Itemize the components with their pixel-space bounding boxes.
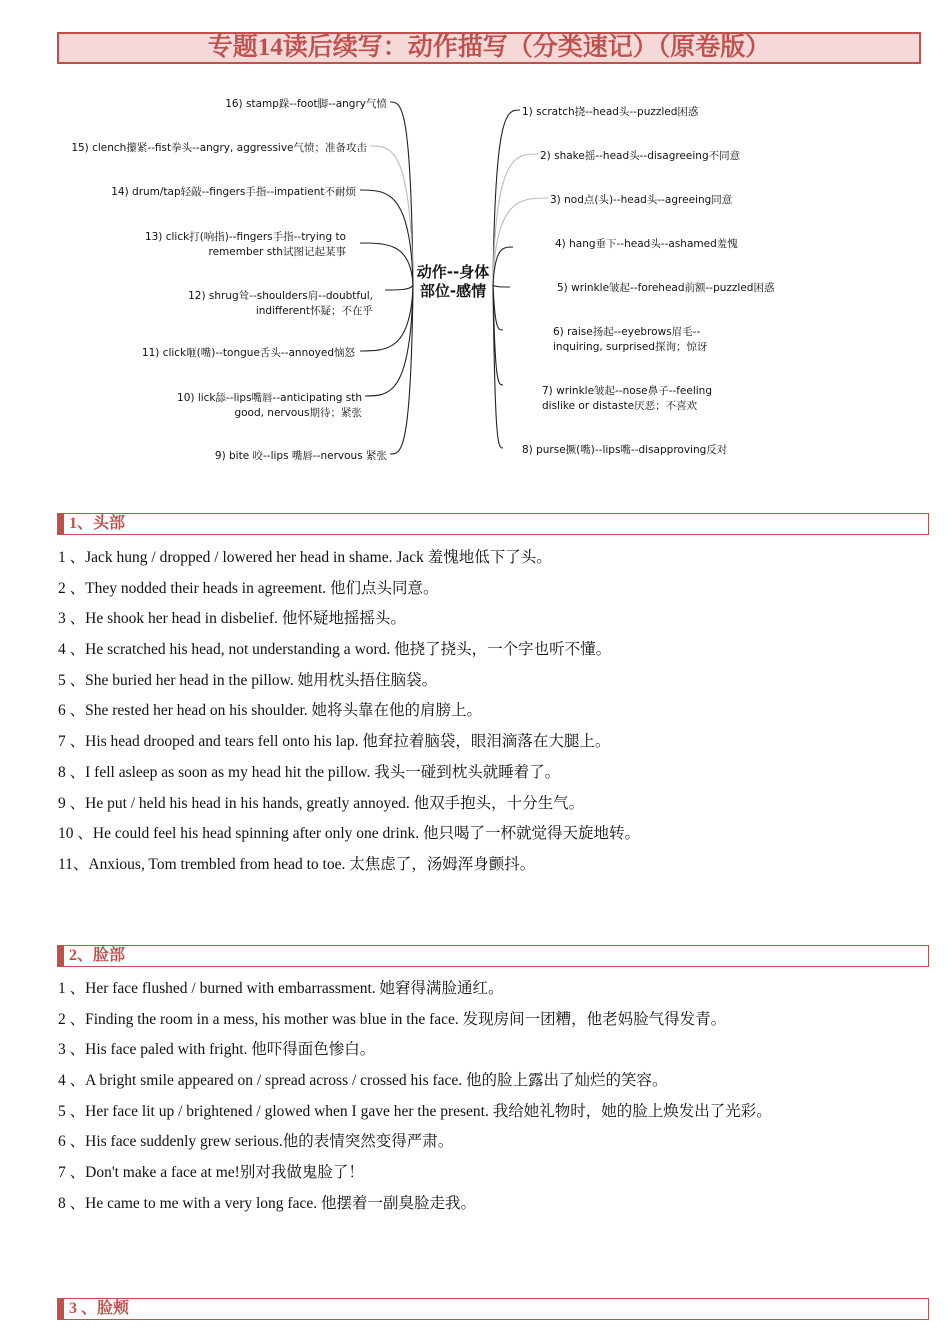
page-title: 专题14读后续写：动作描写（分类速记）（原卷版） <box>57 32 921 64</box>
mindmap-node-left-7: 9) bite 咬--lips 嘴唇--nervous 紧张 <box>214 450 387 462</box>
list-item: 8 、I fell asleep as soon as my head hit the pillow. 我头一碰到枕头就睡着了。 <box>58 763 561 781</box>
mindmap-node-right-0: 1) scratch挠--head头--puzzled困惑 <box>522 106 699 118</box>
mindmap-node-right-1: 2) shake摇--head头--disagreeing不同意 <box>540 150 741 162</box>
list-item: 6 、His face suddenly grew serious.他的表情突然变得严肃。 <box>58 1133 454 1151</box>
list-item: 4 、He scratched his head, not understanding a word. 他挠了挠头，一个字也听不懂。 <box>58 641 612 659</box>
mindmap-center-line-2: 部位-感情 <box>419 282 487 300</box>
section-heading-cheek: 3 、脸颊 <box>57 1298 929 1320</box>
list-item: 7 、His head drooped and tears fell onto his lap. 他耷拉着脑袋，眼泪滴落在大腿上。 <box>58 733 611 751</box>
mindmap-branch <box>493 247 513 285</box>
sentence-list-head <box>58 543 640 881</box>
list-item: 2 、They nodded their heads in agreement. 他们点头同意。 <box>58 579 439 597</box>
mindmap-branch <box>385 285 413 290</box>
list-item: 7 、Don't make a face at me!别对我做鬼脸了！ <box>58 1164 364 1182</box>
mindmap-node-right-2: 3) nod点(头)--head头--agreeing同意 <box>550 194 733 206</box>
mindmap-node-right-4: 5) wrinkle皱起--forehead前额--puzzled困惑 <box>557 282 775 294</box>
mindmap-node-left-2: 14) drum/tap轻敲--fingers手指--impatient不耐烦 <box>111 186 356 198</box>
mindmap-node-right-6: 7) wrinkle皱起--nose鼻子--feeling dislike or distaste厌恶；不喜欢 <box>542 385 712 412</box>
mindmap-node-right-5: 6) raise扬起--eyebrows眉毛--inquiring, surprised探询；惊讶 <box>553 326 708 353</box>
sentence-list-face <box>58 974 772 1220</box>
section-heading-face: 2、脸部 <box>57 945 929 967</box>
mindmap-branch <box>390 102 413 285</box>
mindmap-node-right-7: 8) purse撅(嘴)--lips嘴--disapproving反对 <box>522 444 728 456</box>
list-item: 9 、He put / held his head in his hands, greatly annoyed. 他双手抱头，十分生气。 <box>58 794 585 812</box>
list-item: 3 、He shook her head in disbelief. 他怀疑地摇摇头。 <box>58 610 406 628</box>
mindmap-node-left-0: 16) stamp跺--foot脚--angry气愤 <box>225 98 387 110</box>
mindmap-node-right-3: 4) hang垂下--head头--ashamed羞愧 <box>555 238 738 250</box>
mind-map <box>60 85 800 470</box>
mindmap-branch <box>493 198 548 285</box>
list-item: 3 、His face paled with fright. 他吓得面色惨白。 <box>58 1041 376 1059</box>
list-item: 6 、She rested her head on his shoulder. 她将头靠在他的肩膀上。 <box>58 702 483 720</box>
list-item: 5 、Her face lit up / brightened / glowed when I gave her the present. 我给她礼物时，她的脸上焕发出了光彩。 <box>58 1102 772 1120</box>
list-item: 2 、Finding the room in a mess, his mother was blue in the face. 发现房间一团糟，他老妈脸气得发青。 <box>58 1010 727 1028</box>
mindmap-node-left-4: 12) shrug耸--shoulders肩--doubtful, indifferent怀疑；不在乎 <box>188 290 373 317</box>
mindmap-branch <box>493 285 510 287</box>
list-item: 11、Anxious, Tom trembled from head to toe. 太焦虑了，汤姆浑身颤抖。 <box>58 855 536 873</box>
mindmap-branch <box>493 154 538 285</box>
list-item: 5 、She buried her head in the pillow. 她用枕头捂住脑袋。 <box>58 671 438 689</box>
list-item: 1 、Her face flushed / burned with embarrassment. 她窘得满脸通红。 <box>58 980 504 997</box>
list-item: 8 、He came to me with a very long face. 他摆着一副臭脸走我。 <box>58 1194 476 1212</box>
list-item: 1 、Jack hung / dropped / lowered her head in shame. Jack 羞愧地低下了头。 <box>58 549 552 566</box>
mindmap-node-left-5: 11) click咂(嘴)--tongue舌头--annoyed恼怒 <box>141 347 355 359</box>
mindmap-branch <box>360 243 413 285</box>
mindmap-branch <box>390 285 413 454</box>
mindmap-center-line-1: 动作--身体 <box>416 263 490 281</box>
section-heading-head: 1、头部 <box>57 513 929 535</box>
mindmap-node-left-3: 13) click打(响指)--fingers手指--trying to remember sth试图记起某事 <box>144 231 346 258</box>
mindmap-branch <box>360 190 413 285</box>
mindmap-node-left-1: 15) clench攥紧--fist拳头--angry, aggressive气愤；准备攻击 <box>71 142 367 154</box>
mindmap-branch <box>370 146 413 285</box>
list-item: 4 、A bright smile appeared on / spread across / crossed his face. 他的脸上露出了灿烂的笑容。 <box>58 1072 668 1090</box>
list-item: 10 、He could feel his head spinning after only one drink. 他只喝了一杯就觉得天旋地转。 <box>58 825 641 843</box>
mindmap-node-left-6: 10) lick舔--lips嘴唇--anticipating sth good, nervous期待；紧张 <box>177 392 362 419</box>
